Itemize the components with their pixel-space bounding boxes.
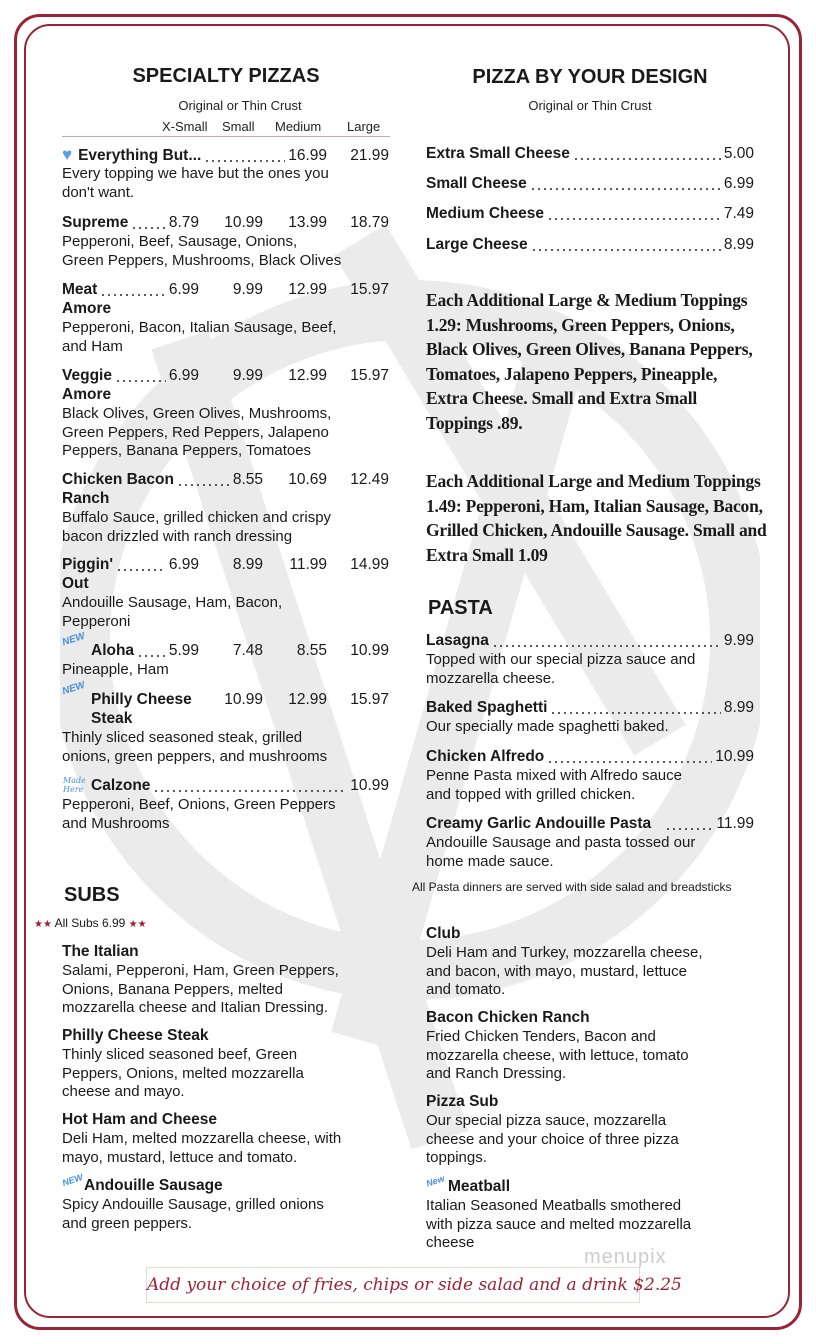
pizza-name-line2: Amore <box>62 300 112 317</box>
pizza-price: 15.97 <box>350 367 389 384</box>
dot-leader <box>195 704 221 706</box>
pizza-item-row <box>62 642 389 661</box>
cheese-pizza-price: 7.49 <box>723 205 754 222</box>
pizza-price: 11.99 <box>289 556 327 573</box>
pizza-item-row <box>62 777 389 796</box>
pizza-by-design-title: PIZZA BY YOUR DESIGN <box>472 66 708 88</box>
cheese-pizza-name: Medium Cheese <box>426 205 545 222</box>
dot-leader <box>573 158 721 160</box>
pasta-note: All Pasta dinners are served with side salad and breadsticks <box>412 880 732 894</box>
pasta-name: Lasagna <box>426 632 489 649</box>
pizza-description: and Mushrooms <box>62 814 170 832</box>
sub-name: Club <box>426 925 461 942</box>
pizza-description: Pepperoni, Bacon, Italian Sausage, Beef, <box>62 319 337 336</box>
new-badge: New <box>424 1173 446 1189</box>
sub-description: Deli Ham and Turkey, mozzarella cheese, <box>426 944 703 961</box>
pasta-item-row <box>426 815 754 834</box>
sub-name: Bacon Chicken Ranch <box>426 1009 590 1026</box>
pasta-item-row <box>426 632 754 651</box>
pizza-price: 15.97 <box>350 281 389 298</box>
dot-leader <box>137 655 166 657</box>
sub-description: cheese and mayo. <box>62 1083 185 1101</box>
pizza-name: Philly Cheese <box>91 691 192 708</box>
pizza-price: 6.99 <box>168 281 199 298</box>
pasta-item-row <box>426 699 754 718</box>
specialty-pizzas-title: SPECIALTY PIZZAS <box>132 65 320 87</box>
pasta-item-row <box>426 748 754 767</box>
pizza-name-line2: Amore <box>62 386 112 403</box>
heart-icon: ♥ <box>62 145 73 164</box>
sub-description: Salami, Pepperoni, Ham, Green Peppers, <box>62 962 339 979</box>
pizza-price: 12.99 <box>288 691 327 708</box>
dot-leader <box>131 227 165 229</box>
sub-description: mozzarella cheese, with lettuce, tomato <box>426 1046 689 1064</box>
pizza-price: 8.55 <box>296 642 327 659</box>
pizza-description: don't want. <box>62 183 135 201</box>
pizza-price: 12.99 <box>288 367 327 384</box>
toppings-text: Tomatoes, Jalapeno Peppers, Pineapple, <box>426 363 718 384</box>
cheese-pizza-row <box>426 145 754 164</box>
star-icon: ★★ <box>128 919 147 930</box>
pasta-title: PASTA <box>428 597 493 619</box>
pizza-name: Everything But... <box>78 147 202 164</box>
pizza-price: 10.99 <box>224 214 263 231</box>
pasta-name: Baked Spaghetti <box>426 699 548 716</box>
sub-name: Meatball <box>448 1178 511 1195</box>
new-badge: NEW <box>60 1172 85 1188</box>
toppings-text: 1.49: Pepperoni, Ham, Italian Sausage, Bacon, <box>426 495 763 516</box>
pizza-description: onions, green peppers, and mushrooms <box>62 747 328 765</box>
pizza-description: Black Olives, Green Olives, Mushrooms, <box>62 405 332 422</box>
pizza-price: 10.69 <box>288 471 327 488</box>
dot-leader <box>547 761 712 763</box>
size-header-small: Small <box>222 119 255 134</box>
pizza-name: Calzone <box>91 777 151 794</box>
pizza-description: Peppers, Banana Peppers, Tomatoes <box>62 442 312 460</box>
pizza-item-row <box>62 281 389 300</box>
pasta-price: 11.99 <box>716 815 754 832</box>
star-icon: ★★ <box>34 919 52 930</box>
pasta-name: Chicken Alfredo <box>426 748 545 765</box>
cheese-pizza-price: 8.99 <box>723 236 754 253</box>
pizza-name: Meat <box>62 281 98 298</box>
pizza-item-row <box>62 367 389 386</box>
sub-description: and bacon, with mayo, mustard, lettuce <box>426 962 687 980</box>
pizza-description: and Ham <box>62 337 123 355</box>
pizza-price: 18.79 <box>350 214 389 231</box>
pizza-price: 5.99 <box>168 642 199 659</box>
pizza-name-line2: Ranch <box>62 490 110 507</box>
sub-name: Pizza Sub <box>426 1093 499 1110</box>
pizza-description: bacon drizzled with ranch dressing <box>62 527 293 545</box>
pizza-price: 9.99 <box>232 367 263 384</box>
dot-leader <box>116 569 166 571</box>
pizza-description: Every topping we have but the ones you <box>62 165 329 182</box>
pizza-description: Green Peppers, Mushrooms, Black Olives <box>62 251 342 269</box>
dot-leader <box>530 188 721 190</box>
pizza-description: Thinly sliced seasoned steak, grilled <box>62 729 303 746</box>
pizza-name-line2: Out <box>62 575 89 592</box>
made-here-text: Here <box>63 785 84 794</box>
pizza-description: Green Peppers, Red Peppers, Jalapeno <box>62 423 329 441</box>
pasta-name: Creamy Garlic Andouille Pasta <box>426 815 652 832</box>
specialty-crust-note: Original or Thin Crust <box>178 98 302 113</box>
pizza-price: 12.99 <box>288 281 327 298</box>
toppings-text: Toppings .89. <box>426 413 523 433</box>
sub-description: Italian Seasoned Meatballs smothered <box>426 1197 682 1214</box>
pizza-item-row <box>62 471 389 490</box>
pizza-price: 16.99 <box>288 147 327 164</box>
sub-description: Our special pizza sauce, mozzarella <box>426 1112 667 1129</box>
new-badge: NEW <box>60 630 87 649</box>
pizza-price: 8.99 <box>232 556 263 573</box>
pizza-price: 10.99 <box>350 777 389 794</box>
pizza-price: 15.97 <box>350 691 389 708</box>
pizza-item-row <box>62 214 389 233</box>
subs-price-note <box>34 916 147 930</box>
pizza-price: 7.48 <box>232 642 263 659</box>
sub-name: The Italian <box>62 943 139 960</box>
pizza-description: Buffalo Sauce, grilled chicken and crispy <box>62 509 332 526</box>
menupix-watermark: menupix <box>584 1246 667 1268</box>
pizza-price: 10.99 <box>224 691 263 708</box>
sub-name: Philly Cheese Steak <box>62 1027 209 1044</box>
pizza-price: 21.99 <box>350 147 389 164</box>
new-badge: NEW <box>60 679 87 698</box>
pizza-item-row <box>62 146 389 166</box>
pizza-name: Supreme <box>62 214 129 231</box>
toppings-text: Grilled Chicken, Andouille Sausage. Small and <box>426 520 767 541</box>
dot-leader <box>177 484 230 486</box>
sub-description: Onions, Banana Peppers, melted <box>62 980 283 998</box>
design-crust-note: Original or Thin Crust <box>528 98 652 113</box>
toppings-text: 1.29: Mushrooms, Green Peppers, Onions, <box>426 314 735 335</box>
toppings-text: Each Additional Large and Medium Toppings <box>426 471 761 491</box>
pizza-name: Veggie <box>62 367 112 384</box>
pizza-price: 10.99 <box>350 642 389 659</box>
cheese-pizza-name: Extra Small Cheese <box>426 145 570 162</box>
sub-name: Hot Ham and Cheese <box>62 1111 218 1128</box>
subs-price-text: All Subs 6.99 <box>54 916 126 930</box>
size-header-xsmall: X-Small <box>162 119 208 134</box>
pasta-description: mozzarella cheese. <box>426 669 556 687</box>
sub-description: and Ranch Dressing. <box>426 1065 567 1083</box>
dot-leader <box>665 828 713 830</box>
pizza-price: 8.79 <box>168 214 199 231</box>
pizza-name: Piggin' <box>62 556 114 573</box>
pasta-description: Topped with our special pizza sauce and <box>426 651 696 668</box>
sub-description: Peppers, Onions, melted mozzarella <box>62 1064 304 1082</box>
size-header-medium: Medium <box>275 119 322 134</box>
made-here-text: Made <box>63 776 86 785</box>
pasta-price: 10.99 <box>715 748 754 765</box>
pasta-price: 8.99 <box>723 699 754 716</box>
dot-leader <box>115 380 166 382</box>
pizza-price: 9.99 <box>232 281 263 298</box>
pizza-price: 13.99 <box>288 214 327 231</box>
size-header-large: Large <box>347 119 381 134</box>
cheese-pizza-row <box>426 175 754 194</box>
pizza-description: Pepperoni, Beef, Onions, Green Peppers <box>62 796 336 813</box>
sub-description: mayo, mustard, lettuce and tomato. <box>62 1148 298 1166</box>
sub-description: Deli Ham, melted mozzarella cheese, with <box>62 1130 342 1147</box>
pizza-item-row <box>62 691 389 710</box>
sub-description: with pizza sauce and melted mozzarella <box>426 1215 692 1233</box>
toppings-text: Black Olives, Green Olives, Banana Peppers, <box>426 339 753 360</box>
subs-title: SUBS <box>64 884 120 906</box>
dot-leader <box>531 249 721 251</box>
cheese-pizza-price: 5.00 <box>723 145 754 162</box>
pizza-price: 8.55 <box>232 471 263 488</box>
sub-description: Thinly sliced seasoned beef, Green <box>62 1046 298 1063</box>
pizza-description: Pepperoni <box>62 612 131 630</box>
cheese-pizza-name: Small Cheese <box>426 175 527 192</box>
pizza-price: 6.99 <box>168 556 199 573</box>
sub-description: Spicy Andouille Sausage, grilled onions <box>62 1196 324 1213</box>
toppings-text: Extra Small 1.09 <box>426 544 548 565</box>
dot-leader <box>153 790 347 792</box>
pizza-description: Andouille Sausage, Ham, Bacon, <box>62 594 283 611</box>
combo-banner: Add your choice of fries, chips or side salad and a drink $2.25 <box>146 1267 640 1303</box>
pizza-price: 12.49 <box>350 471 389 488</box>
sub-description: cheese <box>426 1234 475 1252</box>
pizza-description: Pineapple, Ham <box>62 661 169 678</box>
made-here-badge <box>63 776 86 794</box>
cheese-pizza-name: Large Cheese <box>426 236 528 253</box>
dot-leader <box>550 712 720 714</box>
pasta-description: Penne Pasta mixed with Alfredo sauce <box>426 767 682 784</box>
sub-description: Fried Chicken Tenders, Bacon and <box>426 1028 656 1045</box>
cheese-pizza-row <box>426 236 754 255</box>
sub-description: and green peppers. <box>62 1214 193 1232</box>
pizza-item-row <box>62 556 389 575</box>
dot-leader <box>547 218 721 220</box>
sub-description: and tomato. <box>426 981 506 999</box>
pizza-name: Aloha <box>91 642 135 659</box>
pizza-name-line2: Steak <box>91 710 133 727</box>
pizza-price: 6.99 <box>168 367 199 384</box>
dot-leader <box>492 645 721 647</box>
pasta-price: 9.99 <box>723 632 754 649</box>
sub-description: toppings. <box>426 1149 487 1167</box>
sub-description: cheese and your choice of three pizza <box>426 1130 679 1148</box>
cheese-pizza-row <box>426 205 754 224</box>
toppings-text: Each Additional Large & Medium Toppings <box>426 290 748 310</box>
dot-leader <box>100 294 166 296</box>
pasta-description: and topped with grilled chicken. <box>426 785 636 803</box>
sub-name: Andouille Sausage <box>84 1177 223 1194</box>
toppings-text: Extra Cheese. Small and Extra Small <box>426 388 698 409</box>
pizza-description: Pepperoni, Beef, Sausage, Onions, <box>62 233 298 250</box>
dot-leader <box>204 160 285 162</box>
pasta-description: Our specially made spaghetti baked. <box>426 718 669 735</box>
cheese-pizza-price: 6.99 <box>723 175 754 192</box>
size-header-divider <box>62 136 390 137</box>
sub-description: mozzarella cheese and Italian Dressing. <box>62 999 328 1017</box>
pizza-name: Chicken Bacon <box>62 471 174 488</box>
pasta-description: Andouille Sausage and pasta tossed our <box>426 834 696 851</box>
pasta-description: home made sauce. <box>426 852 554 870</box>
pizza-price: 14.99 <box>350 556 389 573</box>
